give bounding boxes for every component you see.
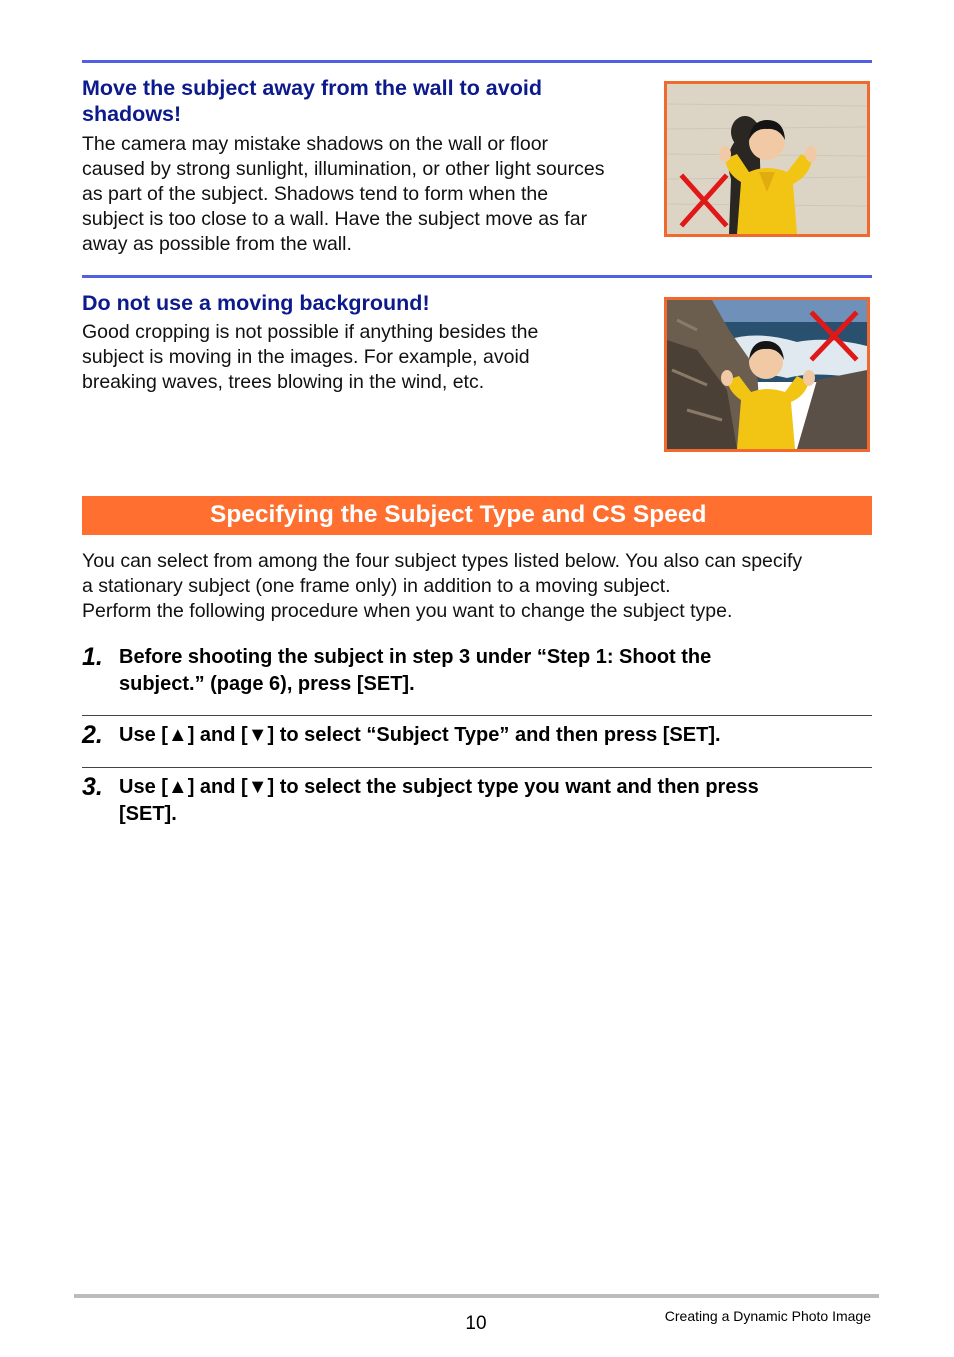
step-instruction (119, 722, 872, 749)
photo-wall-shadow-example (664, 81, 870, 237)
step-1 (82, 644, 872, 700)
step-number: 3. (82, 773, 103, 801)
section-divider-middle (82, 275, 872, 278)
step-number: 2. (82, 721, 103, 749)
footer-document-title: Creating a Dynamic Photo Image (664, 1308, 871, 1324)
section-body-wall-shadows (82, 132, 652, 257)
page-number: 10 (465, 1313, 487, 1334)
text-line: Perform the following procedure when you want to change the subject type. (82, 600, 733, 622)
text-line: subject is moving in the images. For example, avoid (82, 346, 530, 368)
text-line: The camera may mistake shadows on the wall or floor (82, 133, 549, 155)
text-line: as part of the subject. Shadows tend to form when the (82, 183, 549, 205)
text-line: Use [▲] and [▼] to select “Subject Type” and then press [SET]. (119, 724, 721, 746)
step-divider (82, 767, 872, 768)
step-3 (82, 774, 872, 830)
text-line: caused by strong sunlight, illumination, or other light sources (82, 158, 605, 180)
step-instruction (119, 644, 872, 698)
text-line: [SET]. (119, 803, 177, 825)
step-number: 1. (82, 643, 103, 671)
text-line: away as possible from the wall. (82, 233, 352, 255)
text-line: Before shooting the subject in step 3 under “Step 1: Shoot the (119, 646, 712, 668)
step-2 (82, 722, 872, 752)
text-line: subject is too close to a wall. Have the subject move as far (82, 208, 588, 230)
section-banner-subject-type: Specifying the Subject Type and CS Speed (82, 496, 872, 535)
section-body-moving-background (82, 320, 652, 395)
section-title-wall-shadows: Move the subject away from the wall to avoid shadows! (82, 76, 542, 126)
text-line: subject.” (page 6), press [SET]. (119, 673, 415, 695)
footer-divider (74, 1294, 879, 1298)
photo-moving-background-example (664, 297, 870, 452)
section-divider-top (82, 60, 872, 63)
step-instruction (119, 774, 872, 828)
intro-paragraph (82, 549, 877, 624)
text-line: breaking waves, trees blowing in the wind, etc. (82, 371, 485, 393)
text-line: You can select from among the four subject types listed below. You also can specify (82, 550, 803, 572)
step-divider (82, 715, 872, 716)
text-line: a stationary subject (one frame only) in addition to a moving subject. (82, 575, 671, 597)
section-title-moving-background: Do not use a moving background! (82, 291, 430, 315)
text-line: Use [▲] and [▼] to select the subject type you want and then press (119, 776, 759, 798)
text-line: Good cropping is not possible if anything besides the (82, 321, 539, 343)
